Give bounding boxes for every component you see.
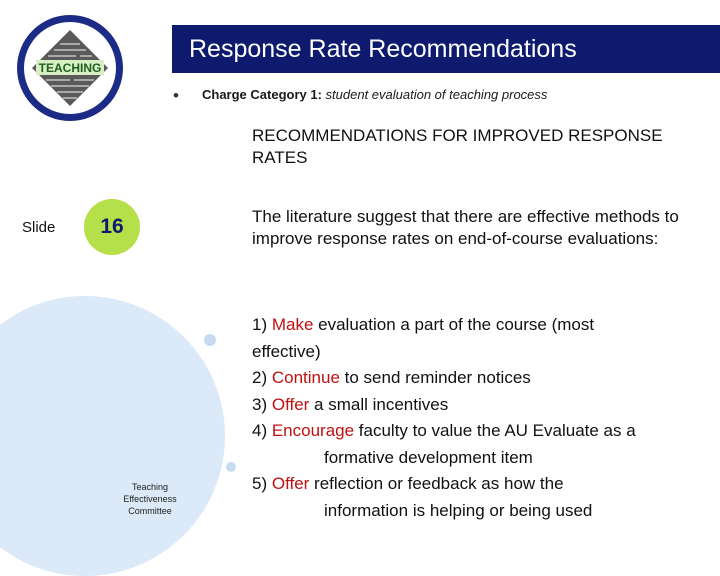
decorative-dot bbox=[226, 462, 236, 472]
list-item-continuation: formative development item bbox=[324, 447, 533, 467]
slide-label: Slide bbox=[22, 219, 56, 236]
recommendations-heading: RECOMMENDATIONS FOR IMPROVED RESPONSE RATES bbox=[252, 126, 663, 167]
list-item: 5) Offer reflection or feedback as how the bbox=[252, 474, 564, 493]
action-verb: Make bbox=[271, 315, 314, 334]
intro-text: The literature suggest that there are effective methods to improve response rates on end-of-course evaluations: bbox=[252, 207, 679, 248]
bullet-icon: • bbox=[173, 86, 179, 105]
action-verb: Encourage bbox=[271, 421, 355, 440]
list-item: 2) Continue to send reminder notices bbox=[252, 368, 531, 387]
list-item: 1) Make evaluation a part of the course (most bbox=[252, 315, 595, 334]
action-verb: Offer bbox=[271, 474, 310, 493]
teaching-word-cloud-logo bbox=[24, 22, 116, 114]
slide-number-badge: 16 bbox=[84, 199, 140, 255]
action-verb: Continue bbox=[271, 368, 340, 387]
page-title: Response Rate Recommendations bbox=[172, 25, 720, 73]
decorative-circle bbox=[0, 296, 225, 576]
list-item-continuation: information is helping or being used bbox=[324, 500, 593, 520]
svg-text:TEACHING: TEACHING bbox=[38, 61, 102, 75]
committee-label: Teaching Effectiveness Committee bbox=[123, 482, 177, 516]
word-cloud-icon bbox=[24, 22, 116, 114]
charge-category bbox=[202, 87, 547, 102]
charge-text: student evaluation of teaching process bbox=[321, 87, 548, 102]
action-verb: Offer bbox=[271, 394, 310, 414]
list-item: 3) Offer a small incentives bbox=[252, 394, 449, 414]
logo bbox=[17, 15, 123, 121]
list-item-continuation: effective) bbox=[252, 341, 321, 361]
list-item: 4) Encourage faculty to value the AU Evaluate as a bbox=[252, 421, 636, 440]
decorative-dot bbox=[204, 334, 216, 346]
charge-label: Charge Category 1: bbox=[202, 87, 322, 102]
recommendations-list bbox=[252, 312, 717, 524]
